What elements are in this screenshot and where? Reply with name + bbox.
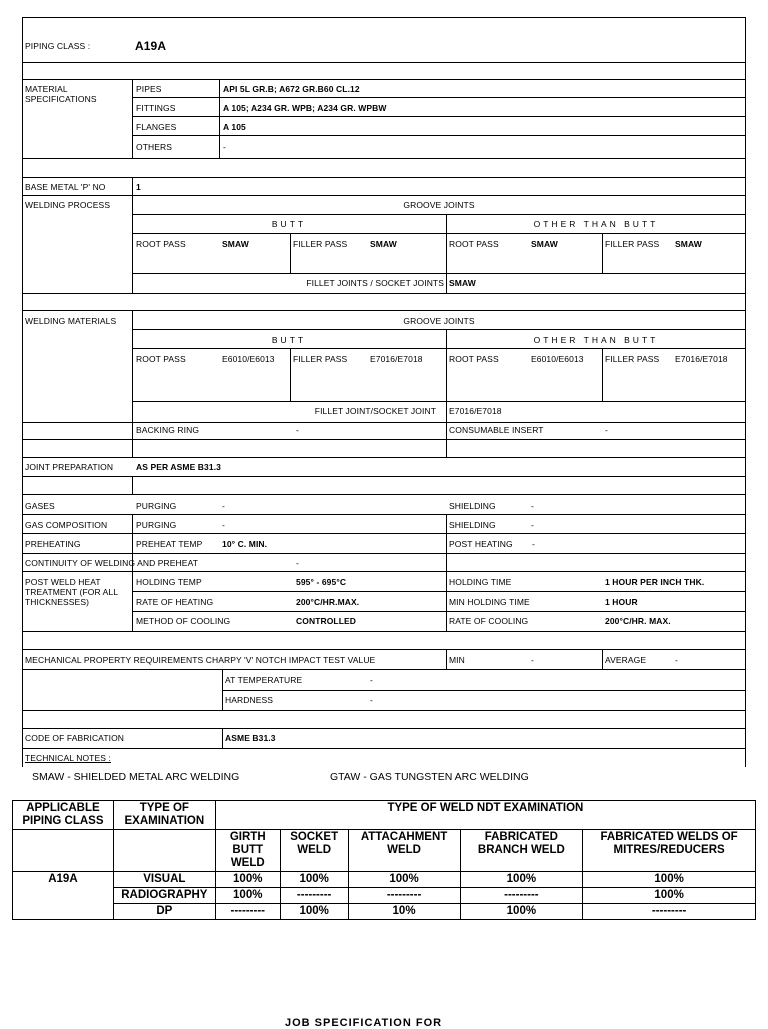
weld-spec-sheet <box>22 17 746 767</box>
other-than-butt-header-2: OTHER THAN BUTT <box>533 335 659 345</box>
holding-time-label: HOLDING TIME <box>449 577 512 587</box>
ndt-value-cell: 100% <box>280 904 348 920</box>
hardness-label: HARDNESS <box>225 695 274 705</box>
gases-label: GASES <box>25 501 55 511</box>
joint-prep-label: JOINT PREPARATION <box>25 462 114 472</box>
wm-filler-pass-label: FILLER PASS <box>293 354 348 364</box>
ndt-examination-table <box>12 800 756 920</box>
gas-comp-shielding-value: - <box>531 520 534 530</box>
ndt-value-cell: --------- <box>583 904 756 920</box>
gases-purging-label: PURGING <box>136 501 177 511</box>
wm-fillet-label: FILLET JOINT/SOCKET JOINT <box>314 406 436 416</box>
mechanical-label: MECHANICAL PROPERTY REQUIREMENTS CHARPY 'V' NOTCH IMPACT TEST VALUE <box>25 655 376 665</box>
ndt-value-cell: 100% <box>583 888 756 904</box>
butt-header: BUTT <box>271 219 307 229</box>
flanges-label: FLANGES <box>136 122 177 132</box>
flanges-value: A 105 <box>223 122 246 132</box>
wm-filler-pass-label-2: FILLER PASS <box>605 354 660 364</box>
ndt-value-cell: 100% <box>280 872 348 888</box>
ndt-value-cell: --------- <box>460 888 583 904</box>
butt-header-2: BUTT <box>271 335 307 345</box>
wm-fillet-value: E7016/E7018 <box>449 406 502 416</box>
wm-filler-pass-value: E7016/E7018 <box>370 354 423 364</box>
ndt-value-cell: 100% <box>460 872 583 888</box>
pipes-value: API 5L GR.B; A672 GR.B60 CL.12 <box>223 84 360 94</box>
code-fabrication-value: ASME B31.3 <box>225 733 276 743</box>
ndt-value-cell: 100% <box>215 872 280 888</box>
piping-class-value: A19A <box>135 39 167 53</box>
hardness-value: - <box>370 695 373 705</box>
cooling-method-label: METHOD OF COOLING <box>136 616 231 626</box>
gas-comp-label: GAS COMPOSITION <box>25 520 108 530</box>
ndt-value-cell: 100% <box>348 872 460 888</box>
continuity-label: CONTINUITY OF WELDING AND PREHEAT <box>25 558 199 568</box>
smaw-note: SMAW - SHIELDED METAL ARC WELDING <box>32 771 240 783</box>
wm-filler-pass-value-2: E7016/E7018 <box>675 354 728 364</box>
fittings-value: A 105; A234 GR. WPB; A234 GR. WPBW <box>223 103 387 113</box>
ndt-value-cell: 100% <box>583 872 756 888</box>
backing-ring-label: BACKING RING <box>136 425 200 435</box>
at-temperature-label: AT TEMPERATURE <box>225 675 303 685</box>
wm-root-pass-label-2: ROOT PASS <box>449 354 499 364</box>
pwht-label: POST WELD HEAT TREATMENT (FOR ALL THICKNESSES) <box>25 577 118 607</box>
holding-temp-label: HOLDING TEMP <box>136 577 202 587</box>
ndt-value-cell: --------- <box>215 904 280 920</box>
rate-cooling-value: 200°C/HR. MAX. <box>605 616 671 626</box>
filler-pass-value: SMAW <box>370 239 397 249</box>
filler-pass-label-2: FILLER PASS <box>605 239 660 249</box>
fittings-label: FITTINGS <box>136 103 176 113</box>
ndt-class-cell: A19A <box>13 872 114 888</box>
pipes-label: PIPES <box>136 84 162 94</box>
preheat-temp-value: 10° C. MIN. <box>222 539 268 549</box>
footer-title: JOB SPECIFICATION FOR <box>285 1017 443 1029</box>
material-spec-label: MATERIAL SPECIFICATIONS <box>25 84 97 104</box>
gas-comp-purging-value: - <box>222 520 225 530</box>
base-metal-value: 1 <box>136 182 141 192</box>
ndt-empty-cell <box>113 830 215 872</box>
gtaw-note: GTAW - GAS TUNGSTEN ARC WELDING <box>330 771 529 783</box>
at-temperature-value: - <box>370 675 373 685</box>
gases-purging-value: - <box>222 501 225 511</box>
continuity-value: - <box>296 558 299 568</box>
table-row <box>13 888 756 904</box>
ndt-value-cell: 100% <box>215 888 280 904</box>
joint-prep-value: AS PER ASME B31.3 <box>136 462 221 472</box>
consumable-insert-value: - <box>605 425 608 435</box>
groove-joints-header-2: GROOVE JOINTS <box>403 316 475 326</box>
others-value: - <box>223 142 226 152</box>
cooling-method-value: CONTROLLED <box>296 616 357 626</box>
welding-process-label: WELDING PROCESS <box>25 200 111 210</box>
min-holding-value: 1 HOUR <box>605 597 638 607</box>
ndt-exam-cell: RADIOGRAPHY <box>113 888 215 904</box>
rule <box>745 17 746 767</box>
rate-heating-label: RATE OF HEATING <box>136 597 214 607</box>
gases-shielding-label: SHIELDING <box>449 501 496 511</box>
gas-comp-purging-label: PURGING <box>136 520 177 530</box>
code-fabrication-label: CODE OF FABRICATION <box>25 733 125 743</box>
holding-temp-value: 595° - 695°C <box>296 577 347 587</box>
ndt-col-header: GIRTH BUTT WELD <box>215 830 280 872</box>
ndt-exam-cell: VISUAL <box>113 872 215 888</box>
ndt-value-cell: --------- <box>348 888 460 904</box>
base-metal-label: BASE METAL 'P' NO <box>25 182 106 192</box>
filler-pass-label: FILLER PASS <box>293 239 348 249</box>
gas-comp-shielding-label: SHIELDING <box>449 520 496 530</box>
others-label: OTHERS <box>136 142 173 152</box>
ndt-value-cell: --------- <box>280 888 348 904</box>
average-label: AVERAGE <box>605 655 647 665</box>
min-label: MIN <box>449 655 465 665</box>
gases-shielding-value: - <box>531 501 534 511</box>
backing-ring-value: - <box>296 425 299 435</box>
preheating-label: PREHEATING <box>25 539 81 549</box>
root-pass-label: ROOT PASS <box>136 239 186 249</box>
ndt-col-header: ATTACAHMENT WELD <box>348 830 460 872</box>
min-value: - <box>531 655 534 665</box>
holding-time-value: 1 HOUR PER INCH THK. <box>605 577 705 587</box>
fillet-joints-label: FILLET JOINTS / SOCKET JOINTS <box>306 278 444 288</box>
welding-materials-label: WELDING MATERIALS <box>25 316 117 326</box>
piping-class-label: PIPING CLASS : <box>25 41 91 51</box>
wm-root-pass-value: E6010/E6013 <box>222 354 275 364</box>
ndt-header-exam: TYPE OF EXAMINATION <box>113 801 215 830</box>
ndt-empty-cell <box>13 888 114 904</box>
ndt-col-header: FABRICATED BRANCH WELD <box>460 830 583 872</box>
rule <box>22 17 23 767</box>
ndt-value-cell: 10% <box>348 904 460 920</box>
ndt-header-class: APPLICABLE PIPING CLASS <box>13 801 114 830</box>
groove-joints-header: GROOVE JOINTS <box>403 200 475 210</box>
ndt-col-header: FABRICATED WELDS OF MITRES/REDUCERS <box>583 830 756 872</box>
wm-root-pass-value-2: E6010/E6013 <box>531 354 584 364</box>
ndt-col-header: SOCKET WELD <box>280 830 348 872</box>
wm-root-pass-label: ROOT PASS <box>136 354 186 364</box>
ndt-exam-cell: DP <box>113 904 215 920</box>
ndt-header-type: TYPE OF WELD NDT EXAMINATION <box>215 801 755 830</box>
technical-notes-label: TECHNICAL NOTES : <box>25 753 111 763</box>
min-holding-label: MIN HOLDING TIME <box>449 597 530 607</box>
ndt-value-cell: 100% <box>460 904 583 920</box>
root-pass-value: SMAW <box>222 239 249 249</box>
fillet-joints-value: SMAW <box>449 278 476 288</box>
post-heating-value: - <box>532 539 535 549</box>
root-pass-value-2: SMAW <box>531 239 558 249</box>
post-heating-label: POST HEATING <box>449 539 513 549</box>
ndt-empty-cell <box>13 830 114 872</box>
ndt-empty-cell <box>13 904 114 920</box>
consumable-insert-label: CONSUMABLE INSERT <box>449 425 544 435</box>
table-row <box>13 872 756 888</box>
root-pass-label-2: ROOT PASS <box>449 239 499 249</box>
average-value: - <box>675 655 678 665</box>
table-row <box>13 904 756 920</box>
rule <box>22 17 746 18</box>
other-than-butt-header: OTHER THAN BUTT <box>533 219 659 229</box>
rate-cooling-label: RATE OF COOLING <box>449 616 529 626</box>
preheat-temp-label: PREHEAT TEMP <box>136 539 203 549</box>
rate-heating-value: 200°C/HR.MAX. <box>296 597 360 607</box>
filler-pass-value-2: SMAW <box>675 239 702 249</box>
